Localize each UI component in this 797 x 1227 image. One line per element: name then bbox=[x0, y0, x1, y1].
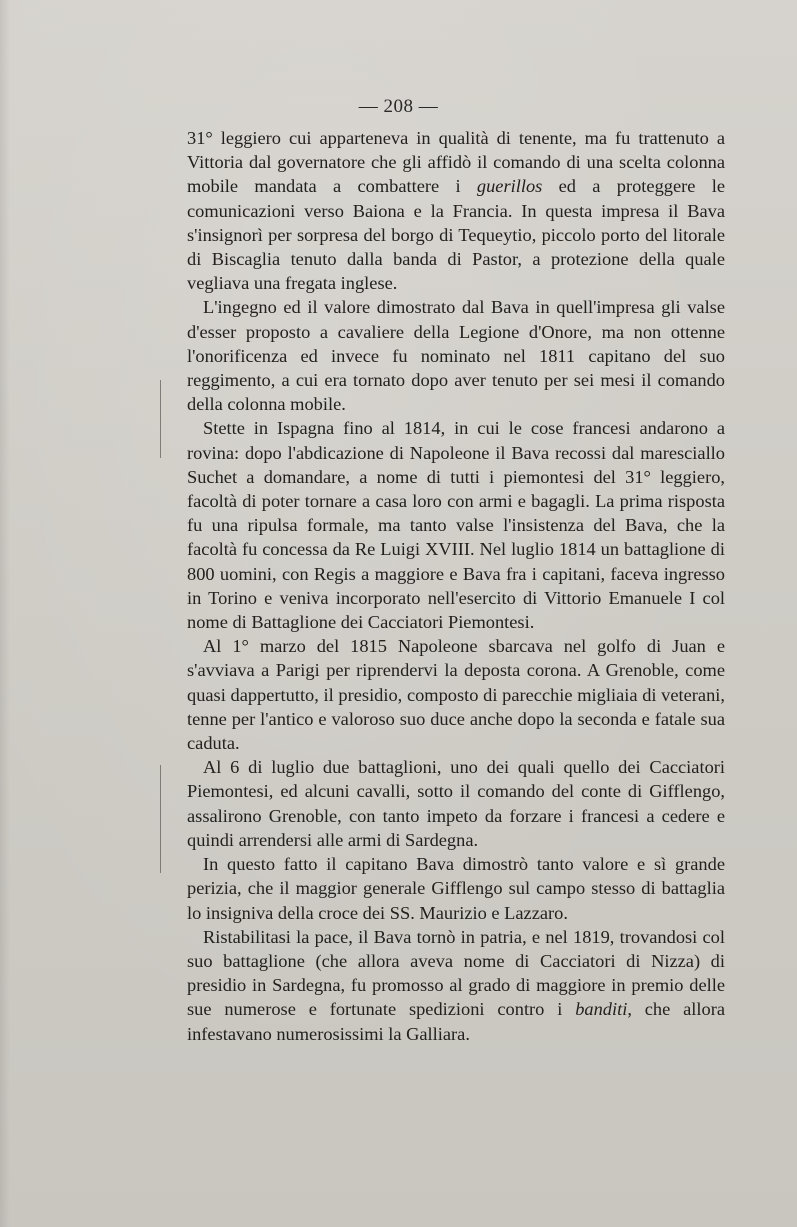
margin-pencil-mark-lower bbox=[160, 765, 161, 873]
paragraph-1-text-a: 31° leggiero cui apparteneva in qualità di tenente, ma fu trattenuto a Vittoria dal governatore che gli affidò il comando di una scelta colonna mobile mandata a combattere i bbox=[187, 128, 725, 197]
paragraph: Al 6 di luglio due battaglioni, uno dei quali quello dei Cacciatori Piemontesi, ed alcuni cavalli, sotto il comando del conte di Gifflengo, assalirono Grenoble, con tanto impeto da forzare i francesi a cedere e quindi arrendersi alle armi di Sardegna. bbox=[187, 757, 725, 850]
paragraph-continuation bbox=[187, 126, 725, 295]
italic-term-guerillos: guerillos bbox=[476, 176, 543, 197]
margin-pencil-mark-upper bbox=[160, 380, 161, 458]
paragraph: Al 1° marzo del 1815 Napoleone sbarcava nel golfo di Juan e s'avviava a Parigi per riprendervi la deposta corona. A Grenoble, come quasi dappertutto, il presidio, composto di parecchie migliaia di veterani, tenne per l'antico e valoroso suo duce anche dopo la seconda e fatale sua caduta. bbox=[187, 636, 725, 754]
paragraph: L'ingegno ed il valore dimostrato dal Bava in quell'impresa gli valse d'esser proposto a cavaliere della Legione d'Onore, ma non ottenne l'onorificenza ed invece fu nominato nel 1811 capitano del suo reggimento, a cui era tornato dopo aver tenuto per sei mesi il comando della colonna mobile. bbox=[187, 297, 725, 415]
page-edge-shadow bbox=[0, 0, 10, 1227]
page-number: — 208 — bbox=[358, 96, 439, 117]
paragraph: In questo fatto il capitano Bava dimostrò tanto valore e sì grande perizia, che il maggior generale Gifflengo sul campo stesso di battaglia lo insigniva della croce dei SS. Maurizio e Lazzaro. bbox=[187, 854, 725, 923]
paragraph: Stette in Ispagna fino al 1814, in cui le cose francesi andarono a rovina: dopo l'abdicazione di Napoleone il Bava recossi dal maresciallo Suchet a domandare, a nome di tutti i piemontesi del 31° leggiero, facoltà di poter tornare a casa loro con armi e bagagli. La prima risposta fu una ripulsa formale, ma tanto valse l'insistenza del Bava, che la facoltà fu concessa da Re Luigi XVIII. Nel luglio 1814 un battaglione di 800 uomini, con Regis a maggiore e Bava fra i capitani, faceva ingresso in Torino e veniva incorporato nell'esercito di Vittorio Emanuele I col nome di Battaglione dei Cacciatori Piemontesi. bbox=[187, 418, 725, 633]
paragraph-7-text-a: Ristabilitasi la pace, il Bava tornò in patria, e nel 1819, trovandosi col suo battaglione (che allora aveva nome di Cacciatori di Nizza) di presidio in Sardegna, fu promosso al grado di maggiore in premio delle sue numerose e fortunate spedizioni contro i bbox=[187, 926, 725, 1020]
paragraph-last bbox=[187, 925, 725, 1046]
body-text bbox=[187, 126, 725, 1046]
paragraph-7-text-b: , che allora infestavano numerosissimi la Galliara. bbox=[187, 999, 725, 1044]
italic-term-banditi: banditi bbox=[575, 999, 628, 1020]
paragraph-1-text-b: ed a proteggere le comunicazioni verso Baiona e la Francia. In questa impresa il Bava s'insignorì per sorpresa del borgo di Tequeytio, piccolo porto del litorale di Biscaglia tenuto dalla banda di Pastor, a protezione della quale vegliava una fregata inglese. bbox=[187, 176, 725, 294]
